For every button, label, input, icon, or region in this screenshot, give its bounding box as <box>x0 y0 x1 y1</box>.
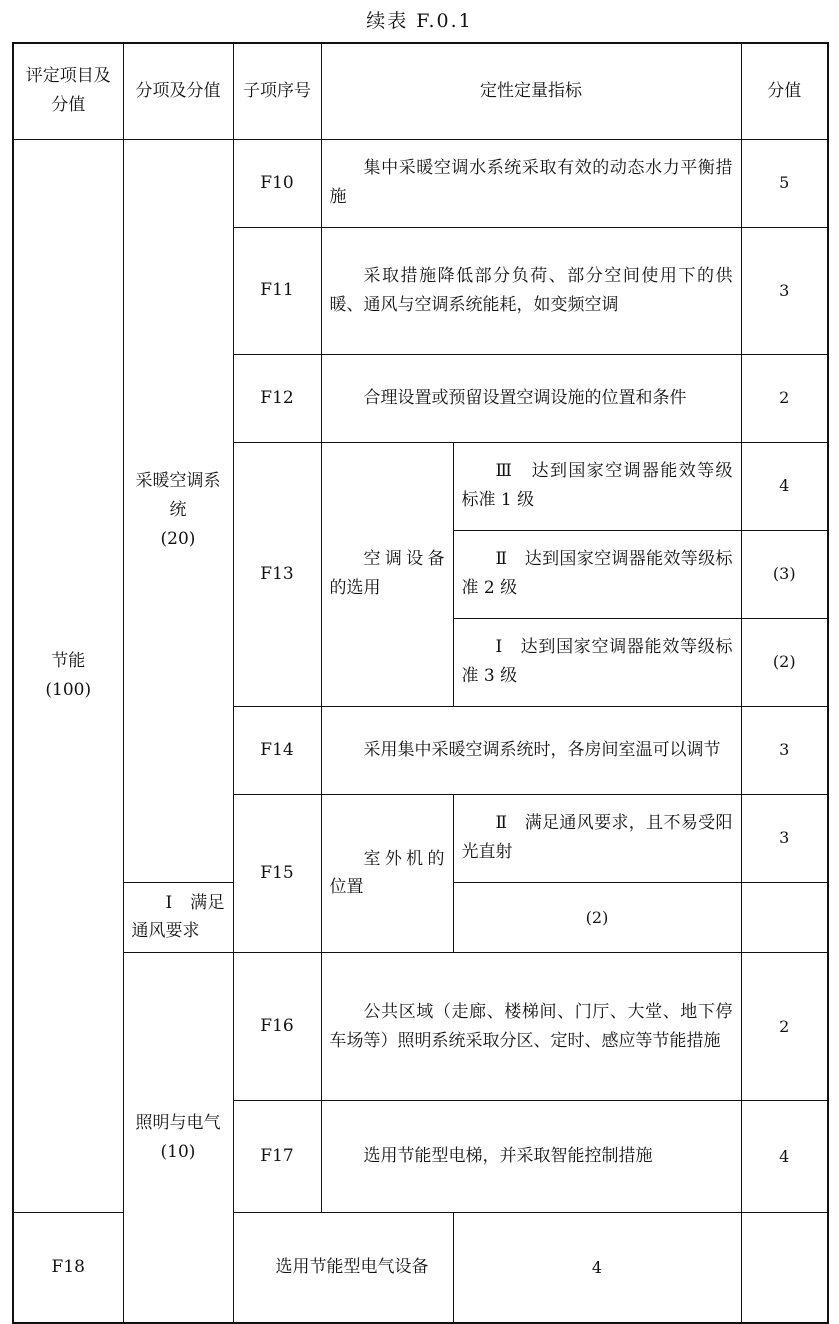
row-sub-indicator: Ⅰ 满足通风要求 <box>123 882 233 953</box>
group-lighting-cell <box>123 953 233 1323</box>
row-score: 4 <box>453 1213 741 1323</box>
table-caption: 续表 F.0.1 <box>366 10 473 32</box>
group-lighting-score: (10) <box>160 1141 196 1162</box>
row-score: (3) <box>741 530 828 618</box>
header-score: 分值 <box>741 43 828 139</box>
header-indicator: 定性定量指标 <box>321 43 741 139</box>
row-indicator: 选用节能型电气设备 <box>233 1213 453 1323</box>
row-code: F11 <box>233 227 321 354</box>
row-indicator: 公共区域（走廊、楼梯间、门厅、大堂、地下停车场等）照明系统采取分区、定时、感应等节能措施 <box>321 953 741 1101</box>
row-sub-label: 室外机的位置 <box>321 794 453 953</box>
row-code: F14 <box>233 706 321 794</box>
row-sub-indicator: Ⅰ 达到国家空调器能效等级标准 3 级 <box>453 618 741 706</box>
category-cell <box>13 139 123 1213</box>
row-score: 3 <box>741 794 828 882</box>
row-code: F12 <box>233 354 321 442</box>
group-hvac-score: (20) <box>160 528 196 549</box>
row-score: (2) <box>741 618 828 706</box>
row-code: F13 <box>233 442 321 706</box>
header-row <box>13 43 828 139</box>
row-code: F10 <box>233 139 321 227</box>
table-row <box>13 953 828 1101</box>
row-sub-label: 空调设备的选用 <box>321 442 453 706</box>
row-score: 4 <box>741 442 828 530</box>
category-name: 节能 <box>51 651 86 671</box>
row-indicator: 采用集中采暖空调系统时，各房间室温可以调节 <box>321 706 741 794</box>
row-code: F15 <box>233 794 321 953</box>
row-indicator: 合理设置或预留设置空调设施的位置和条件 <box>321 354 741 442</box>
evaluation-table <box>12 42 829 1324</box>
row-score: 2 <box>741 354 828 442</box>
row-code: F17 <box>233 1101 321 1213</box>
row-indicator: 选用节能型电梯，并采取智能控制措施 <box>321 1101 741 1213</box>
row-score: 2 <box>741 953 828 1101</box>
header-code: 子项序号 <box>233 43 321 139</box>
group-lighting-name: 照明与电气 <box>135 1112 221 1133</box>
row-code: F16 <box>233 953 321 1101</box>
row-score: 4 <box>741 1101 828 1213</box>
table-row <box>13 139 828 227</box>
row-sub-indicator: Ⅲ 达到国家空调器能效等级标准 1 级 <box>453 442 741 530</box>
row-code: F18 <box>13 1213 123 1323</box>
row-score: 3 <box>741 227 828 354</box>
header-category: 评定项目及分值 <box>13 43 123 139</box>
group-hvac-name: 采暖空调系统 <box>135 471 221 521</box>
row-score: 5 <box>741 139 828 227</box>
row-score: 3 <box>741 706 828 794</box>
row-score: (2) <box>453 882 741 953</box>
group-hvac-cell <box>123 139 233 882</box>
row-indicator: 集中采暖空调水系统采取有效的动态水力平衡措施 <box>321 139 741 227</box>
category-score: (100) <box>45 679 92 700</box>
row-sub-indicator: Ⅱ 满足通风要求，且不易受阳光直射 <box>453 794 741 882</box>
row-indicator: 采取措施降低部分负荷、部分空间使用下的供暖、通风与空调系统能耗，如变频空调 <box>321 227 741 354</box>
header-group: 分项及分值 <box>123 43 233 139</box>
row-sub-indicator: Ⅱ 达到国家空调器能效等级标准 2 级 <box>453 530 741 618</box>
